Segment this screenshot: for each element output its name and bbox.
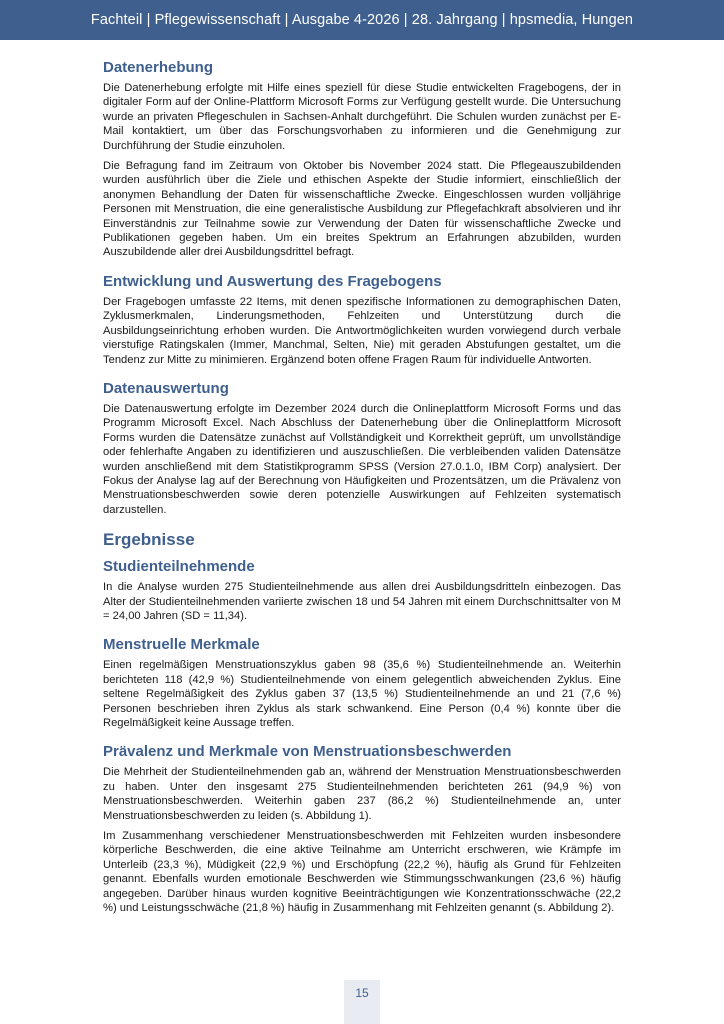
paragraph: Der Fragebogen umfasste 22 Items, mit denen spezifische Informationen zu demographischen Daten, Zyklusmerkmalen, Linderungsmethoden, Fehlzeiten und Unterstützung durch die Ausbildungseinrichtung erhoben wurden. Die Antwortmöglichkeiten wurden vorwiegend durch verbale vierstufige Ratingskalen (Immer, Manchmal, Selten, Nie) mit geraden Abstufungen gestaltet, um die Tendenz zur Mitte zu minimieren. Ergänzend boten offene Fragen Raum für individuelle Antworten. (103, 295, 621, 366)
heading-entwicklung: Entwicklung und Auswertung des Fragebogens (103, 272, 442, 290)
heading-datenauswertung: Datenauswertung (103, 379, 229, 397)
section-heading-ergebnisse: Ergebnisse (103, 530, 195, 550)
heading-datenerhebung: Datenerhebung (103, 59, 214, 76)
paragraph: Die Befragung fand im Zeitraum von Oktober bis November 2024 statt. Die Pflegeauszubildenden wurden ausführlich über die Ziele und ethischen Aspekte der Studie informiert, einschließlich der anonymen Behandlung der Daten für wissenschaftliche Zwecke. Eingeschlossen wurden volljährige Personen mit Menstruation, die eine generalistische Ausbildung zur Pflegefachkraft absolvieren und ihr Einverständnis zur Teilnahme sowie zur Verwendung der Daten für wissenschaftliche Zwecke und Publikationen gegeben haben. Um ein breites Spektrum an Erfahrungen abzubilden, wurden Auszubildende aller drei Ausbildungsdrittel befragt. (103, 160, 621, 259)
paragraph: Einen regelmäßigen Menstruationszyklus gaben 98 (35,6 %) Studienteilnehmende an. Weiterhin berichteten 118 (42,9 %) Studienteilnehmende von einem gelegentlich abweichenden Zyklus. Eine seltene Regelmäßigkeit des Zyklus gaben 37 (13,5 %) Studienteilnehmende an und 21 (7,6 %) Personen beschrieben ihren Zyklus als stark schwankend. Eine Person (0,4 %) konnte über die Regelmäßigkeit keine Aussage treffen. (103, 659, 621, 729)
heading-praevalenz: Prävalenz und Merkmale von Menstruationsbeschwerden (103, 743, 512, 761)
page-number: 15 (355, 986, 369, 1000)
paragraph: Die Datenauswertung erfolgte im Dezember 2024 durch die Onlineplattform Microsoft Forms und das Programm Microsoft Excel. Nach Abschluss der Datenerhebung über die Onlineplattform Microsoft Forms wurden die Datensätze zunächst auf Vollständigkeit und Korrektheit geprüft, um unvollständige oder fehlerhafte Angaben zu identifizieren und auszuschließen. Die verbleibenden validen Datensätze wurden anschließend mit dem Statistikprogramm SPSS (Version 27.0.1.0, IBM Corp) analysiert. Der Fokus der Analyse lag auf der Berechnung von Häufigkeiten und Prozentsätzen, um die Prävalenz von Menstruationsbeschwerden sowie deren potenzielle Auswirkungen auf Fehlzeiten systematisch darzustellen. (103, 402, 621, 516)
heading-menstruelle-merkmale: Menstruelle Merkmale (103, 636, 260, 654)
paragraph: Im Zusammenhang verschiedener Menstruationsbeschwerden mit Fehlzeiten wurden insbesondere körperliche Beschwerden, die eine aktive Teilnahme am Unterricht erschweren, wie Krämpfe im Unterleib (23,3 %), Müdigkeit (22,9 %) und Erschöpfung (22,2 %), häufig als Grund für Fehlzeiten genannt. Ebenfalls wurden emotionale Beschwerden wie Stimmungsschwankungen (23,6 %) häufig angegeben. Darüber hinaus wurden kognitive Beeinträchtigungen wie Konzentrationsschwäche (22,2 %) und Leistungsschwäche (21,8 %) häufig in Zusammenhang mit Fehlzeiten genannt (s. Abbildung 2). (103, 830, 621, 915)
header-text: Fachteil | Pflegewissenschaft | Ausgabe 4-2026 | 28. Jahrgang | hpsmedia, Hungen (90, 12, 634, 28)
paragraph: In die Analyse wurden 275 Studienteilnehmende aus allen drei Ausbildungsdritteln einbezogen. Das Alter der Studienteilnehmenden variierte zwischen 18 und 54 Jahren mit einem Durchschnittsalter von M = 24,00 Jahren (SD = 11,34). (103, 581, 621, 622)
article-body (103, 58, 621, 921)
paragraph: Die Datenerhebung erfolgte mit Hilfe eines speziell für diese Studie entwickelten Fragebogens, der in digitaler Form auf der Online-Plattform Microsoft Forms zur Verfügung gestellt wurde. Die Untersuchung wurde an privaten Pflegeschulen in Sachsen-Anhalt durchgeführt. Die Schulen wurden zunächst per E-Mail kontaktiert, um über das Forschungsvorhaben zu informieren und die Genehmigung zur Durchführung der Studie einzuholen. (103, 82, 621, 152)
paragraph: Die Mehrheit der Studienteilnehmenden gab an, während der Menstruation Menstruationsbeschwerden zu haben. Unter den insgesamt 275 Studienteilnehmenden berichteten 261 (94,9 %) von Menstruationsbeschwerden. Weiterhin gaben 237 (86,2 %) Studienteilnehmende an, unter Menstruationsbeschwerden zu leiden (s. Abbildung 1). (103, 766, 621, 822)
heading-studienteilnehmende: Studienteilnehmende (103, 558, 255, 576)
running-header (0, 0, 724, 40)
page-number-box (344, 980, 380, 1024)
